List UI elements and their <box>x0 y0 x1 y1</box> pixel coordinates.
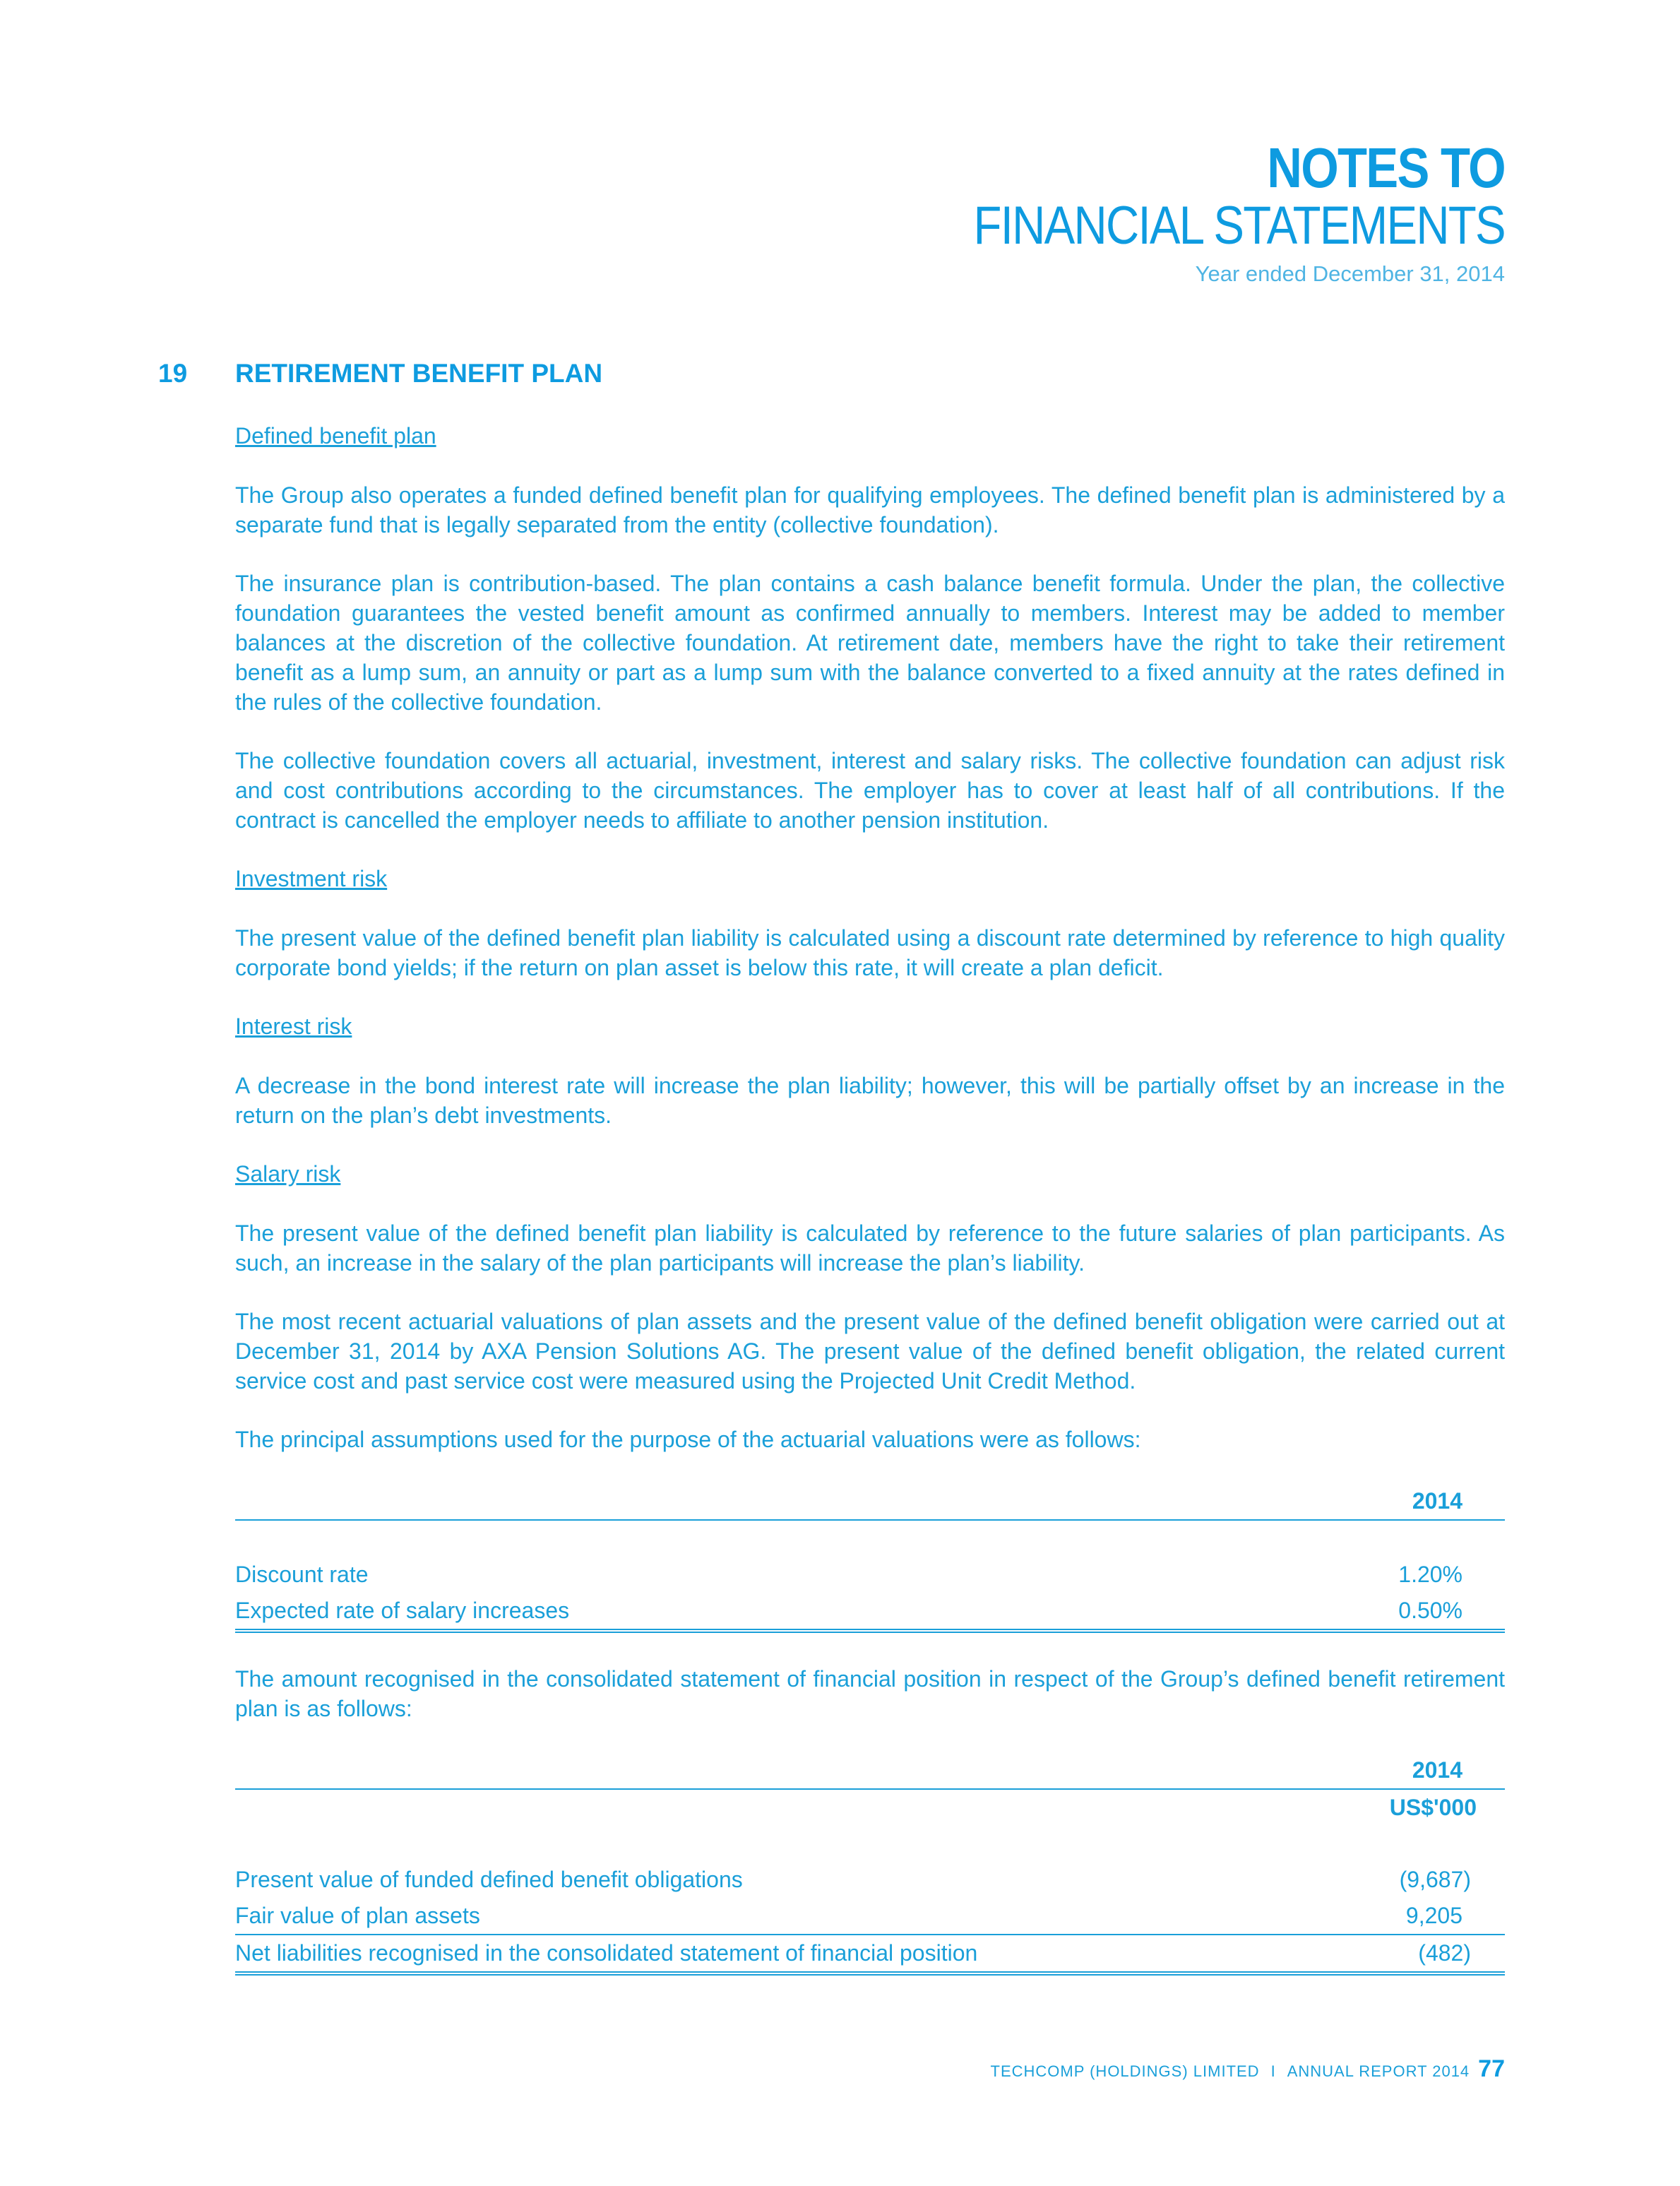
section-title: RETIREMENT BENEFIT PLAN <box>235 359 603 388</box>
paragraph-salary-risk: The present value of the defined benefit plan liability is calculated by reference to the future salaries of plan participants. As such, an increase in the salary of the plan participants will increase the plan’s liability. <box>235 1220 1505 1276</box>
column-unit: US$'000 <box>1389 1795 1477 1820</box>
paragraph-investment-risk: The present value of the defined benefit plan liability is calculated using a discount rate determined by reference to high quality corporate bond yields; if the return on plan asset is below this rate, it will create a plan deficit. <box>235 925 1505 980</box>
row-label: Expected rate of salary increases <box>235 1593 1251 1631</box>
paragraph-collective-foundation: The collective foundation covers all actuarial, investment, interest and salary risks. The collective foundation can adjust risk and cost contributions according to the circumstances. The employer has to cover at least half of all contributions. If the contract is cancelled the employer needs to affiliate to another pension institution. <box>235 748 1505 833</box>
row-value: 9,205 <box>1251 1898 1505 1935</box>
table-row <box>235 1557 1505 1593</box>
paragraph-interest-risk: A decrease in the bond interest rate will increase the plan liability; however, this will be partially offset by an increase in the return on the plan’s debt investments. <box>235 1073 1505 1128</box>
table-total-row <box>235 1935 1505 1973</box>
table-header-row <box>235 1752 1505 1789</box>
page-number: 77 <box>1478 2055 1505 2082</box>
subheading-investment-risk: Investment risk <box>235 866 388 891</box>
paragraph-insurance-plan: The insurance plan is contribution-based. The plan contains a cash balance benefit formula. Under the plan, the collective foundation guarantees the vested benefit amount as confirmed annually to members. Interest may be added to member balances at the discretion of the collective foundation. At retirement date, members have the right to take their retirement benefit as a lump sum, an annuity or part as a lump sum with the balance converted to a fixed annuity at the rates defined in the rules of the collective foundation. <box>235 571 1505 715</box>
footer-report: ANNUAL REPORT 2014 <box>1287 2062 1470 2080</box>
row-label: Discount rate <box>235 1562 369 1587</box>
header-title: NOTES TO <box>1267 136 1505 199</box>
total-label: Net liabilities recognised in the consolidated statement of financial position <box>235 1935 1251 1973</box>
total-value: (482) <box>1251 1935 1505 1973</box>
subheading-interest-risk: Interest risk <box>235 1014 352 1039</box>
paragraph-amount-intro: The amount recognised in the consolidated statement of financial position in respect of the Group’s defined benefit retirement plan is as follows: <box>235 1666 1505 1721</box>
row-label: Present value of funded defined benefit obligations <box>235 1867 743 1892</box>
paragraph-plan-overview: The Group also operates a funded defined benefit plan for qualifying employees. The defined benefit plan is administered by a separate fund that is legally separated from the entity (collective foundation). <box>235 482 1505 537</box>
page-header <box>887 136 1505 288</box>
subheading-salary-risk: Salary risk <box>235 1161 341 1187</box>
amount-table <box>235 1752 1505 1976</box>
paragraph-actuarial-valuation: The most recent actuarial valuations of plan assets and the present value of the defined benefit obligation were carried out at December 31, 2014 by AXA Pension Solutions AG. The present value of the defined benefit obligation, the related current service cost and past service cost were measured using the Projected Unit Credit Method. <box>235 1309 1505 1394</box>
table-row <box>235 1593 1505 1631</box>
subheading-defined-benefit: Defined benefit plan <box>235 423 436 449</box>
page-footer <box>991 2055 1506 2083</box>
column-year: 2014 <box>1251 1483 1505 1520</box>
header-subtitle: FINANCIAL STATEMENTS <box>973 196 1505 256</box>
row-value: (9,687) <box>1399 1867 1471 1892</box>
section-number: 19 <box>158 359 188 388</box>
table-unit-row <box>235 1789 1505 1826</box>
table-header-row <box>235 1483 1505 1520</box>
column-year: 2014 <box>1251 1752 1505 1789</box>
table-row <box>235 1898 1505 1935</box>
assumptions-table <box>235 1483 1505 1633</box>
table-row <box>235 1862 1505 1898</box>
section-content <box>235 421 1505 1976</box>
header-year: Year ended December 31, 2014 <box>1195 261 1505 286</box>
paragraph-assumptions-intro: The principal assumptions used for the purpose of the actuarial valuations were as follows: <box>235 1427 1141 1452</box>
footer-separator: I <box>1270 2062 1276 2080</box>
row-label: Fair value of plan assets <box>235 1898 1251 1935</box>
row-value: 1.20% <box>1398 1562 1462 1587</box>
footer-company: TECHCOMP (HOLDINGS) LIMITED <box>990 2062 1260 2080</box>
row-value: 0.50% <box>1251 1593 1505 1631</box>
